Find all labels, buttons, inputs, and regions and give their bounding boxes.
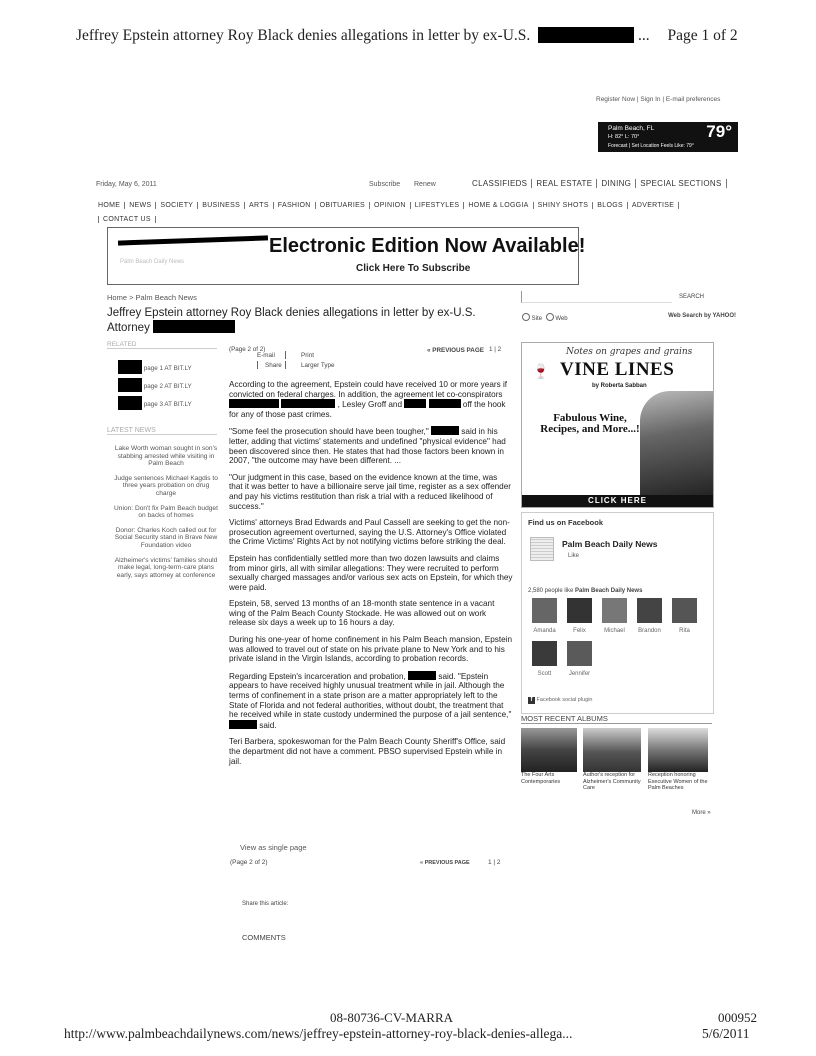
- latest-news-item[interactable]: Judge sentences Michael Kagdis to three years probation on drug charge: [114, 474, 218, 497]
- fan-name: Rita: [679, 628, 690, 634]
- redaction: [281, 399, 335, 408]
- facebook-find-label: Find us on Facebook: [528, 518, 604, 527]
- latest-news-label: LATEST NEWS: [107, 427, 217, 435]
- nav-fashion[interactable]: FASHION: [274, 202, 316, 209]
- article-paragraph: Epstein, 58, served 13 months of an 18-month state sentence in a vacant wing of the Palm Beach County Stockade. He was allowed out on work release six days a week up to 16 hours a day.: [229, 599, 495, 628]
- subscribe-link[interactable]: Subscribe: [369, 181, 401, 188]
- share-link[interactable]: Share: [265, 362, 282, 369]
- redaction: [229, 399, 279, 408]
- para-text: , Lesley Groff and: [337, 400, 403, 410]
- para-text: "Some feel the prosecution should have been tougher,": [229, 427, 429, 437]
- title-ellipsis: ...: [638, 27, 650, 44]
- document-header: [76, 27, 776, 45]
- article-tools: [229, 346, 511, 370]
- article-body: [229, 380, 513, 773]
- redaction: [538, 27, 634, 43]
- fan-avatar: [637, 598, 662, 623]
- ad-cta[interactable]: CLICK HERE: [522, 495, 713, 507]
- album-item[interactable]: [521, 728, 579, 785]
- album-thumb: [583, 728, 641, 772]
- like-count-text: 2,580 people like: [528, 588, 574, 594]
- related-label: RELATED: [107, 341, 217, 349]
- fan[interactable]: [633, 598, 666, 634]
- fan-avatar: [567, 641, 592, 666]
- ad-woman-photo: [640, 391, 714, 497]
- ad-title: VINE LINES: [560, 359, 675, 380]
- related-link[interactable]: page 2 AT BIT.LY: [143, 383, 192, 390]
- print-date: 5/6/2011: [702, 1026, 750, 1041]
- ad-script-text: Notes on grapes and grains: [566, 347, 693, 357]
- article-paragraph: Epstein has confidentially settled more than two dozen lawsuits and claims from minor girls, all with similar allegations: They were recruited to perform sexually charged massages and/or various sex acts on Epstein, for which they were paid.: [229, 553, 513, 592]
- nav-society[interactable]: SOCIETY: [156, 202, 198, 209]
- redaction: [229, 720, 257, 729]
- wine-glass-icon: 🍷: [532, 363, 550, 379]
- fan[interactable]: [528, 641, 561, 677]
- fan-name: Michael: [604, 628, 625, 634]
- albums-heading: MOST RECENT ALBUMS: [521, 714, 712, 724]
- like-count-page: Palm Beach Daily News: [575, 588, 643, 594]
- fan[interactable]: [598, 598, 631, 634]
- fan-avatar: [672, 598, 697, 623]
- radio-site-icon[interactable]: [522, 313, 530, 321]
- nav-arts[interactable]: ARTS: [245, 202, 274, 209]
- weather-city: Palm Beach, FL: [608, 125, 655, 132]
- fan[interactable]: [563, 598, 596, 634]
- fan[interactable]: [668, 598, 701, 634]
- vine-lines-ad[interactable]: [521, 342, 714, 508]
- document-title: Jeffrey Epstein attorney Roy Black denies allegations in letter by ex-U.S.: [76, 27, 531, 44]
- facebook-like-button[interactable]: Like: [568, 553, 580, 559]
- banner-subscribe[interactable]: Click Here To Subscribe: [356, 263, 471, 274]
- banner-faint-logo: Palm Beach Daily News: [120, 259, 185, 265]
- facebook-widget: [521, 512, 714, 714]
- fan-grid: [528, 598, 708, 680]
- print-link[interactable]: Print: [301, 352, 314, 359]
- para-text: off the hook for any of those past crimes.: [229, 400, 506, 419]
- search-web-label: Web: [555, 316, 568, 322]
- tool-divider: [285, 351, 286, 359]
- ad-byline: by Roberta Sabban: [592, 383, 647, 389]
- ad-body: Fabulous Wine, Recipes, and More...!: [540, 412, 640, 435]
- article-title-text: Jeffrey Epstein attorney Roy Black denies allegations in letter by ex-U.S.: [107, 307, 476, 319]
- latest-news-item[interactable]: Alzheimer's victims' families should make legal, long-term-care plans early, says attorney at conference: [114, 556, 218, 579]
- page-indicator: (Page 2 of 2): [229, 346, 266, 353]
- facebook-page-thumb: [530, 537, 554, 561]
- larger-type-link[interactable]: Larger Type: [301, 362, 335, 369]
- facebook-plugin-text: Facebook social plugin: [536, 697, 593, 703]
- facebook-page-name[interactable]: Palm Beach Daily News: [562, 539, 658, 549]
- fan-name: Felix: [573, 628, 586, 634]
- article-title-text-2: Attorney: [107, 322, 150, 334]
- nav-lifestyles[interactable]: LIFESTYLES: [411, 202, 465, 209]
- nav-home[interactable]: HOME: [94, 202, 125, 209]
- redaction: [153, 320, 235, 333]
- share-article-label: Share this article:: [242, 901, 289, 907]
- electronic-edition-banner[interactable]: [107, 227, 586, 285]
- renew-link[interactable]: Renew: [414, 181, 436, 188]
- tool-divider: [285, 361, 286, 369]
- tool-divider: [257, 361, 258, 369]
- search-site-label: Site: [531, 316, 543, 322]
- radio-web-icon[interactable]: [546, 313, 554, 321]
- nav-advertise[interactable]: ADVERTISE: [628, 202, 679, 209]
- redaction: [118, 396, 142, 410]
- search-options: [522, 313, 736, 322]
- article-paragraph: [229, 380, 513, 419]
- fan[interactable]: [563, 641, 596, 677]
- article-paragraph: During his one-year of home confinement in his Palm Beach mansion, Epstein was allowed to travel out of state on his private plane to New York and to his private island in the Virgin Islands, according to probation records.: [229, 635, 513, 664]
- redaction: [118, 378, 142, 392]
- breadcrumb[interactable]: Home > Palm Beach News: [107, 293, 197, 302]
- related-item[interactable]: [118, 396, 228, 414]
- redaction: [118, 360, 142, 374]
- para-text: said in his letter, adding that victims' statements and undefined "physical evidence" had been discovered since then. He states that had those factors been known in 2007, "the outcome may have been different. ...: [229, 427, 506, 466]
- section-special-sections[interactable]: SPECIAL SECTIONS: [636, 179, 726, 188]
- nav-contact-us[interactable]: CONTACT US: [98, 216, 156, 223]
- email-link[interactable]: E-mail: [257, 352, 275, 359]
- article-paragraph: "Our judgment in this case, based on the evidence known at the time, was that it was better to have a billionaire serve jail time, register as a sex offender and pay his victims restitution than risk a trial with a reduced likelihood of success.": [229, 472, 512, 511]
- bottom-previous-page-link[interactable]: « PREVIOUS PAGE: [420, 860, 470, 866]
- album-item[interactable]: [648, 728, 710, 792]
- fan-name: Brandon: [638, 628, 661, 634]
- section-real-estate[interactable]: REAL ESTATE: [532, 179, 597, 188]
- comments-heading: COMMENTS: [242, 933, 286, 942]
- latest-news-item[interactable]: Donor: Charles Koch called out for Social Security stand in Brave New Foundation video: [114, 526, 218, 549]
- weather-widget[interactable]: [598, 122, 738, 152]
- related-list: [118, 360, 228, 414]
- facebook-like-count: [528, 588, 642, 594]
- banner-headline: Electronic Edition Now Available!: [269, 235, 586, 257]
- fan-name: Scott: [537, 671, 552, 677]
- weather-hilo: H: 82° L: 70°: [608, 134, 640, 140]
- article-paragraph: [229, 426, 513, 465]
- fan-avatar: [567, 598, 592, 623]
- fan-name: Amanda: [533, 628, 556, 634]
- related-item[interactable]: [118, 378, 228, 396]
- case-number: 08-80736-CV-MARRA: [330, 1010, 454, 1025]
- weather-forecast[interactable]: Forecast | Set Location Feels Like: 79°: [608, 143, 694, 149]
- fan-name: Jennifer: [568, 671, 591, 677]
- banner-swoosh: [118, 235, 268, 245]
- album-title[interactable]: Author's reception for Alzheimer's Community Care: [583, 772, 641, 791]
- fan-avatar: [532, 598, 557, 623]
- related-link[interactable]: page 1 AT BIT.LY: [143, 365, 192, 372]
- main-nav-row2: [98, 208, 156, 226]
- para-text: said. "Epstein appears to have received highly unusual treatment while in jail. Although the terms of confinement in a state prison are a matter appropriately left to the State of Florida and not federal authorities, without doubt, the treatment that he received while in state custody undermined the purpose of a jail sentence,": [229, 671, 512, 720]
- article-title: [107, 307, 507, 335]
- previous-page-link[interactable]: « PREVIOUS PAGE: [427, 347, 484, 354]
- nav-opinion[interactable]: OPINION: [370, 202, 411, 209]
- article-paragraph: Victims' attorneys Brad Edwards and Paul Cassell are seeking to get the non-prosecution agreement overturned, saying the U.S. Attorney's Office violated the Crime Victims' Rights Act by not notifying victims before striking the deal.: [229, 518, 510, 547]
- nav-obituaries[interactable]: OBITUARIES: [316, 202, 370, 209]
- fan-avatar: [532, 641, 557, 666]
- source-url: http://www.palmbeachdailynews.com/news/jeffrey-epstein-attorney-roy-black-denies-allega...: [64, 1026, 573, 1041]
- para-text: Regarding Epstein's incarceration and probation,: [229, 671, 406, 681]
- article-paragraph: Teri Barbera, spokeswoman for the Palm Beach County Sheriff's Office, said the department did not have a comment. PBSO supervised Epstein while in jail.: [229, 737, 506, 766]
- redaction: [431, 426, 459, 435]
- fan-avatar: [602, 598, 627, 623]
- page-numbers[interactable]: 1 | 2: [489, 346, 502, 353]
- article-paragraph: [229, 671, 513, 731]
- page-count: Page 1 of 2: [667, 27, 738, 44]
- redaction: [429, 399, 461, 408]
- bates-number: 000952: [718, 1010, 757, 1025]
- bottom-page-numbers[interactable]: 1 | 2: [488, 859, 501, 866]
- section-dining[interactable]: DINING: [597, 179, 636, 188]
- related-link[interactable]: page 3 AT BIT.LY: [143, 401, 192, 408]
- yahoo-label: Web Search by YAHOO!: [668, 313, 736, 319]
- search-button[interactable]: SEARCH: [679, 294, 705, 300]
- latest-news-item[interactable]: Lake Worth woman sought in son's stabbing arrested while visiting in Palm Beach: [114, 445, 218, 468]
- album-thumb: [521, 728, 577, 772]
- top-sections: [468, 178, 727, 188]
- fan[interactable]: [528, 598, 561, 634]
- facebook-plugin-label: [528, 697, 592, 704]
- albums-more-link[interactable]: More »: [692, 810, 711, 816]
- nav-blogs[interactable]: BLOGS: [593, 202, 628, 209]
- weather-temp: 79°: [706, 122, 732, 141]
- view-single-page-link[interactable]: View as single page: [240, 843, 307, 852]
- para-text: said.: [259, 720, 277, 730]
- nav-news[interactable]: NEWS: [125, 202, 156, 209]
- facebook-icon: f: [528, 697, 535, 704]
- current-date: Friday, May 6, 2011: [96, 181, 157, 188]
- main-nav: [94, 194, 679, 212]
- latest-news-list: [112, 445, 220, 586]
- redaction: [404, 399, 426, 408]
- nav-shiny-shots[interactable]: SHINY SHOTS: [534, 202, 594, 209]
- bottom-page-indicator: (Page 2 of 2): [230, 859, 268, 866]
- para-text: According to the agreement, Epstein could have received 10 or more years if convicted on federal charges. In addition, the agreement let co-conspirators: [229, 380, 508, 399]
- album-item[interactable]: [583, 728, 643, 792]
- redaction: [408, 671, 436, 680]
- search-input[interactable]: [521, 291, 672, 303]
- nav-home-loggia[interactable]: HOME & LOGGIA: [464, 202, 533, 209]
- album-title[interactable]: Reception honoring Executive Women of the Palm Beaches: [648, 772, 708, 791]
- related-item[interactable]: [118, 360, 228, 378]
- section-classifieds[interactable]: CLASSIFIEDS: [468, 179, 532, 188]
- nav-business[interactable]: BUSINESS: [198, 202, 245, 209]
- latest-news-item[interactable]: Union: Don't fix Palm Beach budget on backs of homes: [114, 504, 218, 520]
- album-title[interactable]: The Four Arts Contemporaries: [521, 772, 561, 785]
- account-links[interactable]: Register Now | Sign In | E-mail preferences: [596, 96, 721, 103]
- album-thumb: [648, 728, 708, 772]
